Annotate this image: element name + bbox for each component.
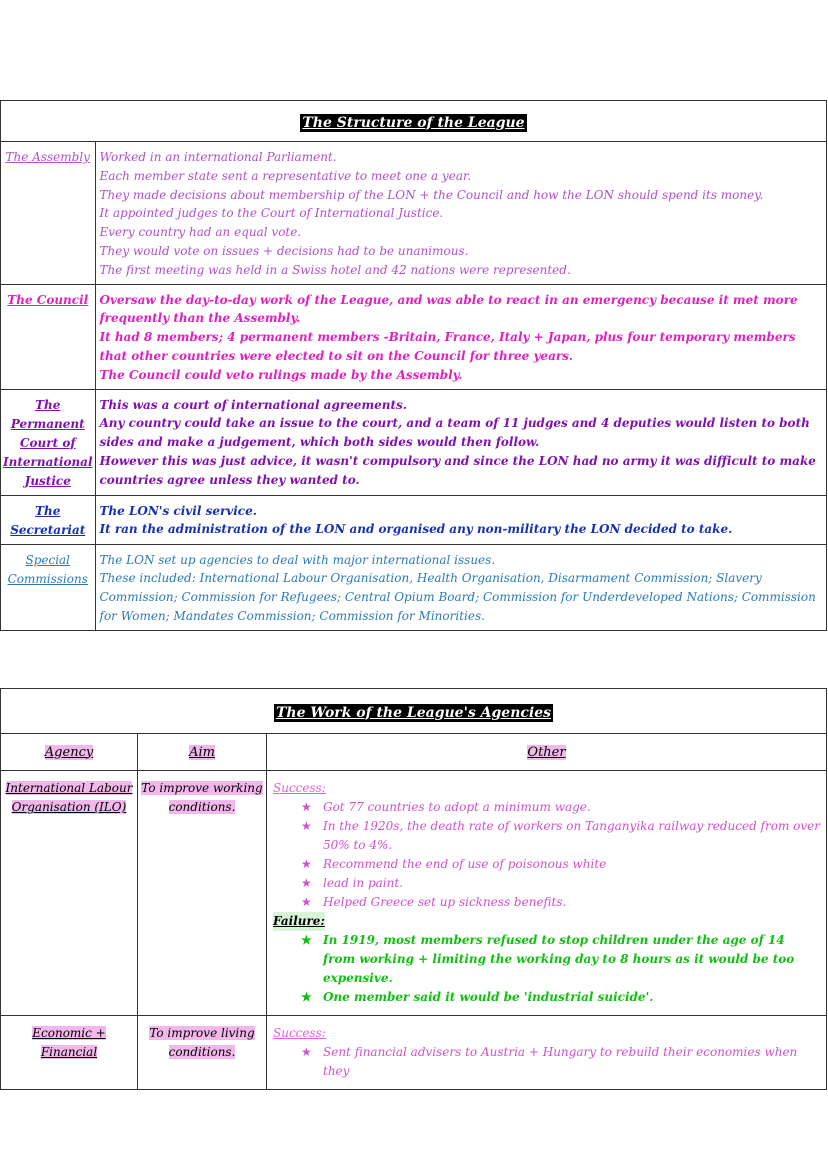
- line: Worked in an international Parliament.: [99, 150, 337, 164]
- commissions-label: Special Commissions: [7, 552, 88, 586]
- aim-cell: [138, 1016, 267, 1090]
- line: Oversaw the day-to-day work of the League, and was able to react in an emergency because it met more frequently than the Assembly.: [99, 292, 798, 326]
- list-item: [301, 1043, 820, 1081]
- table-row: [1, 389, 827, 495]
- row-label-cell: [1, 142, 96, 285]
- row-label-cell: [1, 495, 96, 544]
- row-label-cell: [1, 544, 96, 630]
- line: Each member state sent a representative to meet one a year.: [99, 168, 472, 183]
- list-item: [301, 817, 820, 855]
- success-list: [273, 1043, 820, 1081]
- agency-cell: [1, 1016, 138, 1090]
- agencies-title-cell: [1, 689, 827, 734]
- secretariat-content: [95, 495, 827, 544]
- row-label-cell: [1, 284, 96, 389]
- assembly-content: [95, 142, 827, 285]
- list-item-text: lead in paint.: [323, 876, 404, 890]
- failure-list: [273, 931, 820, 1007]
- line: The Council could veto rulings made by the Assembly.: [99, 367, 463, 382]
- list-item: [301, 874, 820, 893]
- agencies-title: The Work of the League's Agencies: [275, 704, 552, 721]
- structure-title-cell: [1, 101, 827, 142]
- commissions-content: [95, 544, 827, 630]
- header-other: [267, 734, 827, 771]
- line: The LON's civil service.: [99, 503, 257, 518]
- line: The first meeting was held in a Swiss hotel and 42 nations were represented.: [99, 262, 571, 277]
- header-other-label: Other: [527, 744, 566, 760]
- list-item: [301, 893, 820, 912]
- aim-text: To improve living conditions.: [149, 1026, 255, 1059]
- line: It ran the administration of the LON and organised any non-military the LON decided to take.: [99, 522, 733, 537]
- line: Every country had an equal vote.: [99, 225, 302, 240]
- star-icon: ★: [301, 819, 312, 833]
- list-item-text: Got 77 countries to adopt a minimum wage.: [323, 800, 591, 814]
- list-item: [301, 798, 820, 817]
- table-row: [1, 544, 827, 630]
- council-content: [95, 284, 827, 389]
- line: It appointed judges to the Court of International Justice.: [99, 206, 444, 221]
- assembly-label: The Assembly: [5, 150, 90, 164]
- success-list: [273, 798, 820, 912]
- table-row: [1, 771, 827, 1016]
- star-icon: ★: [301, 895, 312, 909]
- agency-name: International Labour Organisation (ILO): [5, 781, 133, 814]
- list-item: [301, 931, 820, 988]
- star-icon: ★: [301, 800, 312, 814]
- table-row: [1, 142, 827, 285]
- secretariat-label: The Secretariat: [10, 503, 86, 537]
- court-label: The Permanent Court of International Justice: [3, 397, 93, 488]
- line: These included: International Labour Organisation, Health Organisation, Disarmament Commission; Slavery Commission; Commission for Refugees; Central Opium Board; Commission for Underdeveloped Nations; Commission for Women; Mandates Commission; Commission for Minorities.: [99, 571, 816, 623]
- star-icon: ★: [301, 1045, 312, 1059]
- row-label-cell: [1, 389, 96, 495]
- header-aim-label: Aim: [189, 744, 215, 760]
- council-label: The Council: [7, 292, 89, 307]
- line: They would vote on issues + decisions had to be unanimous.: [99, 243, 469, 258]
- structure-title: The Structure of the League: [302, 114, 525, 131]
- header-row: [1, 734, 827, 771]
- structure-table: [0, 100, 827, 631]
- table-row: [1, 284, 827, 389]
- failure-label: Failure:: [273, 912, 325, 931]
- line: They made decisions about membership of the LON + the Council and how the LON should spend its money.: [99, 187, 764, 202]
- header-aim: [138, 734, 267, 771]
- list-item: [301, 988, 820, 1007]
- header-agency-label: Agency: [44, 744, 94, 760]
- header-agency: [1, 734, 138, 771]
- line: This was a court of international agreements.: [99, 397, 407, 412]
- table-row: [1, 495, 827, 544]
- table-row: [1, 1016, 827, 1090]
- star-icon: ★: [301, 990, 312, 1004]
- aim-text: To improve working conditions.: [141, 781, 263, 814]
- list-item-text: Sent financial advisers to Austria + Hungary to rebuild their economies when they: [323, 1045, 798, 1078]
- line: Any country could take an issue to the court, and a team of 11 judges and 4 deputies would listen to both sides and make a judgement, which both sides would then follow.: [99, 416, 810, 450]
- line: However this was just advice, it wasn't compulsory and since the LON had no army it was difficult to make countries agree unless they wanted to.: [99, 453, 816, 487]
- agencies-table: [0, 688, 827, 1090]
- line: The LON set up agencies to deal with major international issues.: [99, 552, 496, 567]
- line: It had 8 members; 4 permanent members -Britain, France, Italy + Japan, plus four temporary members that other countries were elected to sit on the Council for three years.: [99, 330, 796, 363]
- success-label: Success:: [273, 1026, 326, 1040]
- list-item-text: Helped Greece set up sickness benefits.: [323, 895, 567, 909]
- other-cell: [267, 771, 827, 1016]
- list-item: [301, 855, 820, 874]
- success-label: Success:: [273, 781, 326, 795]
- other-cell: [267, 1016, 827, 1090]
- list-item-text: One member said it would be 'industrial suicide'.: [323, 990, 654, 1004]
- list-item-text: Recommend the end of use of poisonous white: [323, 857, 607, 871]
- court-content: [95, 389, 827, 495]
- list-item-text: In 1919, most members refused to stop children under the age of 14 from working + limiting the working day to 8 hours as it would be too expensive.: [323, 933, 795, 985]
- aim-cell: [138, 771, 267, 1016]
- star-icon: ★: [301, 933, 312, 947]
- star-icon: ★: [301, 876, 312, 890]
- star-icon: ★: [301, 857, 312, 871]
- list-item-text: In the 1920s, the death rate of workers on Tanganyika railway reduced from over 50% to 4%.: [323, 819, 821, 852]
- agency-cell: [1, 771, 138, 1016]
- agency-name: Economic + Financial: [32, 1026, 106, 1059]
